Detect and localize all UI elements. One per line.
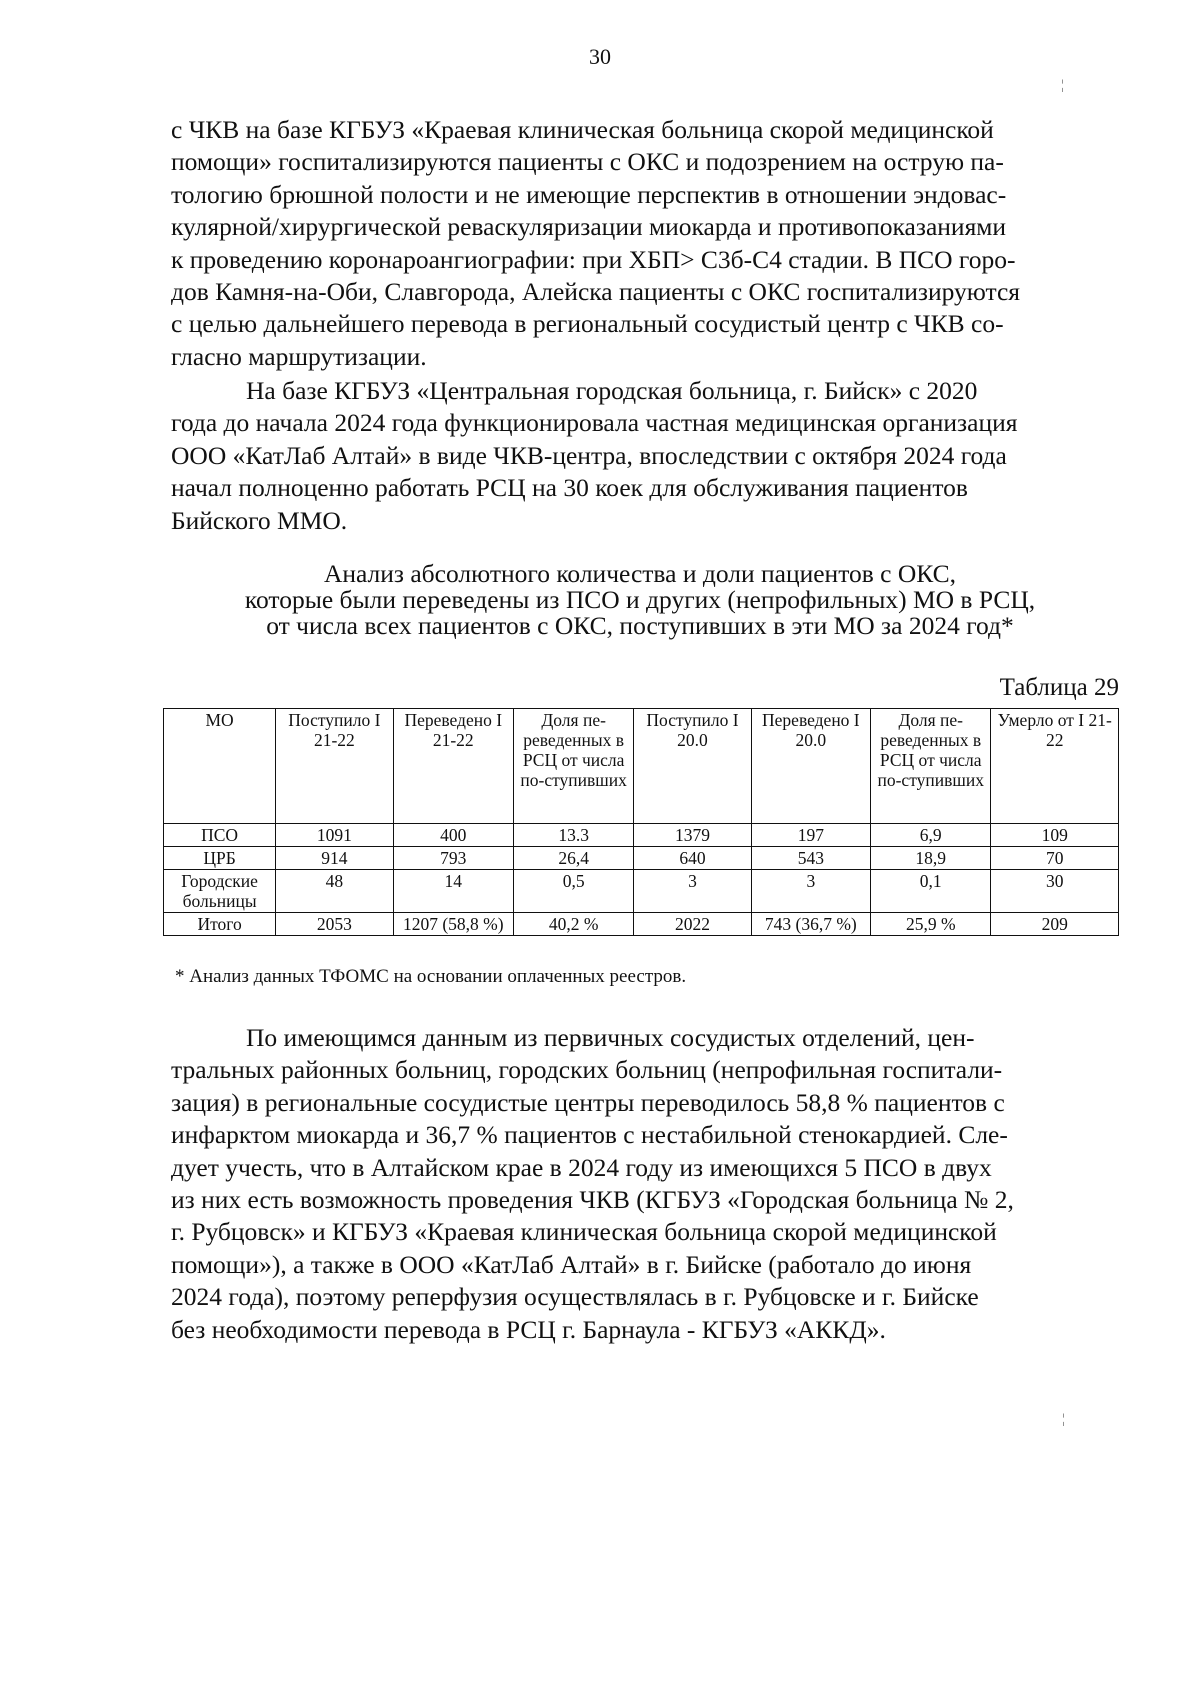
paragraph-line: начал полноценно работать РСЦ на 30 коек для обслуживания пациентов: [171, 473, 968, 503]
table-cell: 3: [634, 870, 751, 913]
caption-line: от числа всех пациентов с ОКС, поступивших в эти МО за 2024 год*: [266, 611, 1014, 640]
table-cell: 543: [751, 847, 870, 870]
paragraph-line: с целью дальнейшего перевода в региональный сосудистый центр с ЧКВ со-: [171, 309, 1004, 339]
table-cell: 1207 (58,8 %): [393, 913, 513, 936]
paragraph-line: с ЧКВ на базе КГБУЗ «Краевая клиническая больница скорой медицинской: [171, 115, 994, 144]
paragraph-line: тологию брюшной полости и не имеющие перспектив в отношении эндовас-: [171, 179, 1007, 209]
scan-artifact-mark: ¦: [1061, 78, 1064, 93]
page-number: 30: [589, 44, 611, 69]
table-cell: ПСО: [164, 824, 276, 847]
caption-line: которые были переведены из ПСО и других (непрофильных) МО в РСЦ,: [244, 585, 1036, 614]
table-cell: Итого: [164, 913, 276, 936]
data-table: [163, 708, 1119, 936]
paragraph-line: к проведению коронароангиографии: при ХБП> С3б-С4 стадии. В ПСО горо-: [171, 244, 1016, 274]
table-cell: Городские больницы: [164, 870, 276, 913]
paragraph-line: инфарктом миокарда и 36,7 % пациентов с нестабильной стенокардией. Сле-: [171, 1120, 1008, 1150]
paragraph-line: дов Камня-на-Оби, Славгорода, Алейска пациенты с ОКС госпитализируются: [171, 277, 1020, 307]
table-cell: 48: [276, 870, 393, 913]
table-cell: 209: [991, 913, 1119, 936]
table-cell: 2022: [634, 913, 751, 936]
header-cell: Поступило I 20.0: [634, 709, 751, 824]
paragraph-line: На базе КГБУЗ «Центральная городская больница, г. Бийск» с 2020: [246, 376, 978, 405]
table-row: [164, 870, 1119, 913]
header-cell: Переведено I 21-22: [393, 709, 513, 824]
header-cell: Переведено I 20.0: [751, 709, 870, 824]
table-cell: 6,9: [871, 824, 991, 847]
table-row: [164, 847, 1119, 870]
table-cell: 0,5: [513, 870, 633, 913]
paragraph-line: Бийского ММО.: [171, 505, 348, 535]
paragraph-line: дует учесть, что в Алтайском крае в 2024 году из имеющихся 5 ПСО в двух: [171, 1152, 992, 1182]
header-cell: Доля пе-реведенных в РСЦ от числа по-ступивших: [513, 709, 633, 824]
table-cell: 1379: [634, 824, 751, 847]
header-cell: Умерло от I 21-22: [991, 709, 1119, 824]
paragraph-line: 2024 года), поэтому реперфузия осуществлялась в г. Рубцовске и г. Бийске: [171, 1282, 979, 1312]
table-cell: 109: [991, 824, 1119, 847]
table-cell: 40,2 %: [513, 913, 633, 936]
table-cell: 30: [991, 870, 1119, 913]
paragraph-line: тральных районных больниц, городских больниц (непрофильная госпитали-: [171, 1055, 1003, 1085]
table-cell: 25,9 %: [871, 913, 991, 936]
table-cell: 197: [751, 824, 870, 847]
paragraph-line: без необходимости перевода в РСЦ г. Барнаула - КГБУЗ «АККД».: [171, 1314, 886, 1344]
paragraph-line: из них есть возможность проведения ЧКВ (КГБУЗ «Городская больница № 2,: [171, 1185, 1014, 1215]
paragraph-line: помощи»), а также в ООО «КатЛаб Алтай» в г. Бийске (работало до июня: [171, 1249, 972, 1279]
table-cell: ЦРБ: [164, 847, 276, 870]
table-cell: 3: [751, 870, 870, 913]
table-row: [164, 824, 1119, 847]
table-cell: 743 (36,7 %): [751, 913, 870, 936]
table-row: [164, 913, 1119, 936]
scan-artifact-mark: ¦: [1062, 1412, 1065, 1427]
paragraph-line: ООО «КатЛаб Алтай» в виде ЧКВ-центра, впоследствии с октября 2024 года: [171, 440, 1007, 470]
table-cell: 0,1: [871, 870, 991, 913]
paragraph-line: помощи» госпитализируются пациенты с ОКС и подозрением на острую па-: [171, 147, 1004, 177]
table-cell: 18,9: [871, 847, 991, 870]
table-cell: 640: [634, 847, 751, 870]
table-header-row: [164, 709, 1119, 824]
header-cell: Поступило I 21-22: [276, 709, 393, 824]
paragraph-line: кулярной/хирургической реваскуляризации миокарда и противопоказаниями: [171, 212, 1007, 242]
caption-line: Анализ абсолютного количества и доли пациентов с ОКС,: [323, 559, 957, 588]
table-cell: 1091: [276, 824, 393, 847]
paragraph-2: [171, 375, 1119, 537]
table-label: Таблица 29: [999, 674, 1119, 701]
table-cell: 26,4: [513, 847, 633, 870]
paragraph-line: зация) в региональные сосудистые центры переводилось 58,8 % пациентов с: [171, 1087, 1005, 1117]
table-cell: 793: [393, 847, 513, 870]
paragraph-1: [171, 114, 1119, 373]
table-caption: [160, 561, 1120, 639]
paragraph-line: г. Рубцовск» и КГБУЗ «Краевая клиническая больница скорой медицинской: [171, 1217, 997, 1247]
paragraph-line: По имеющимся данным из первичных сосудистых отделений, цен-: [246, 1023, 975, 1052]
table-footnote: * Анализ данных ТФОМС на основании оплаченных реестров.: [175, 966, 687, 987]
paragraph-line: года до начала 2024 года функционировала частная медицинская организация: [171, 408, 1018, 438]
table-cell: 13.3: [513, 824, 633, 847]
paragraph-3: [171, 1022, 1119, 1346]
table-cell: 400: [393, 824, 513, 847]
table-cell: 14: [393, 870, 513, 913]
header-cell: Доля пе-реведенных в РСЦ от числа по-ступивших: [871, 709, 991, 824]
table-cell: 2053: [276, 913, 393, 936]
paragraph-line: гласно маршрутизации.: [171, 341, 427, 371]
table-cell: 914: [276, 847, 393, 870]
header-cell: МО: [164, 709, 276, 824]
table-cell: 70: [991, 847, 1119, 870]
